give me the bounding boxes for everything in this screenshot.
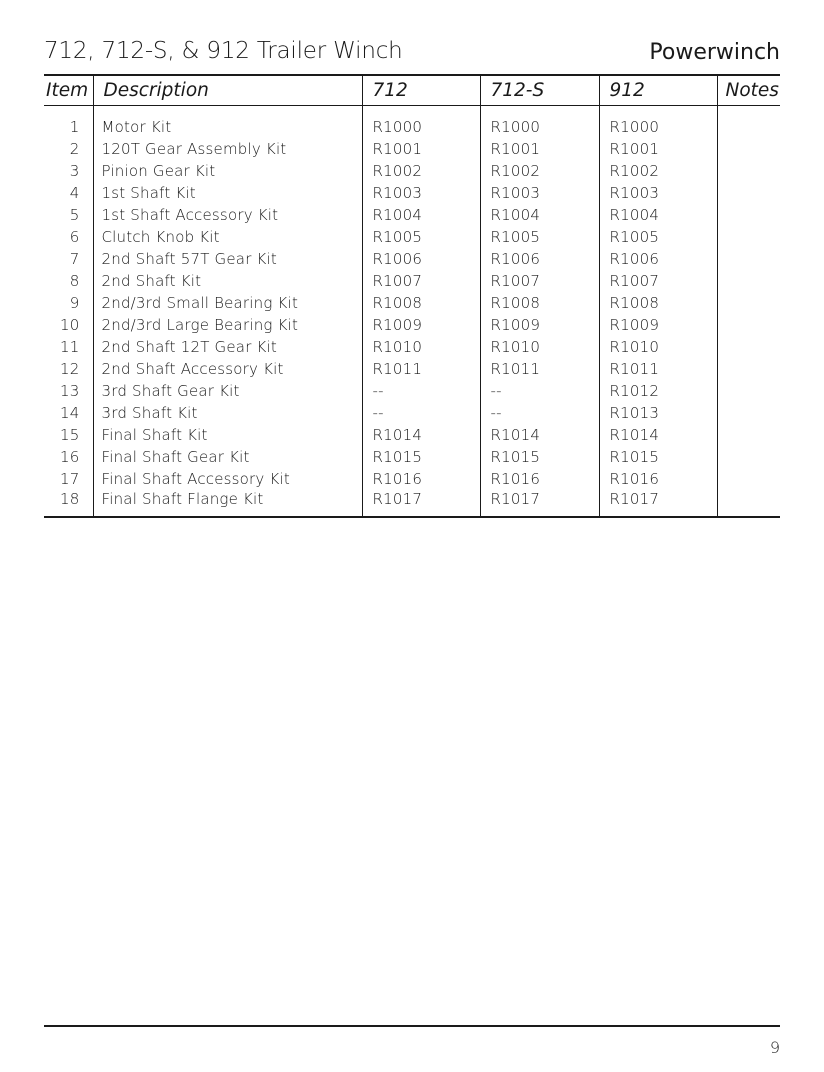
cell-notes <box>717 138 780 160</box>
cell-712: R1007 <box>362 270 480 292</box>
cell-description: Clutch Knob Kit <box>93 226 362 248</box>
table-row <box>44 182 780 204</box>
cell-712: R1015 <box>362 446 480 468</box>
table-row <box>44 446 780 468</box>
table-row <box>44 490 780 516</box>
cell-item: 3 <box>69 162 80 180</box>
table-row <box>44 336 780 358</box>
cell-description: 2nd/3rd Large Bearing Kit <box>93 314 362 336</box>
cell-712: R1011 <box>362 358 480 380</box>
cell-912: R1003 <box>599 182 717 204</box>
cell-notes <box>717 116 780 138</box>
cell-description: Motor Kit <box>93 116 362 138</box>
cell-item: 18 <box>60 490 80 508</box>
column-header-item: Item <box>44 76 93 106</box>
cell-item: 13 <box>60 382 80 400</box>
cell-712-s: R1007 <box>480 270 599 292</box>
cell-description: Final Shaft Accessory Kit <box>93 468 362 490</box>
table-row <box>44 314 780 336</box>
table-row <box>44 138 780 160</box>
cell-912: R1005 <box>599 226 717 248</box>
table-row <box>44 226 780 248</box>
cell-item: 12 <box>60 360 80 378</box>
cell-712-s: R1016 <box>480 468 599 490</box>
cell-712-s: R1015 <box>480 446 599 468</box>
cell-notes <box>717 446 780 468</box>
cell-notes <box>717 358 780 380</box>
cell-notes <box>717 270 780 292</box>
cell-item: 17 <box>60 470 80 488</box>
cell-712-s: -- <box>480 402 599 424</box>
brand-name: Powerwinch <box>649 40 780 65</box>
cell-912: R1004 <box>599 204 717 226</box>
cell-item: 4 <box>69 184 80 202</box>
cell-description: 1st Shaft Accessory Kit <box>93 204 362 226</box>
cell-712: R1003 <box>362 182 480 204</box>
cell-description: 3rd Shaft Gear Kit <box>93 380 362 402</box>
cell-description: 3rd Shaft Kit <box>93 402 362 424</box>
cell-item: 6 <box>69 228 80 246</box>
parts-table <box>44 76 780 516</box>
table-row <box>44 468 780 490</box>
cell-912: R1011 <box>599 358 717 380</box>
parts-table-container <box>44 76 780 518</box>
cell-item: 14 <box>60 404 80 422</box>
cell-notes <box>717 292 780 314</box>
cell-712-s: R1005 <box>480 226 599 248</box>
cell-912: R1012 <box>599 380 717 402</box>
cell-912: R1010 <box>599 336 717 358</box>
cell-item: 11 <box>60 338 80 356</box>
cell-712: R1000 <box>362 116 480 138</box>
cell-712-s: R1006 <box>480 248 599 270</box>
page-header <box>44 38 780 74</box>
cell-item: 5 <box>69 206 80 224</box>
column-header-912: 912 <box>599 76 717 106</box>
cell-712: R1014 <box>362 424 480 446</box>
cell-712-s: R1008 <box>480 292 599 314</box>
cell-712-s: R1010 <box>480 336 599 358</box>
cell-item: 2 <box>69 140 80 158</box>
cell-description: 2nd/3rd Small Bearing Kit <box>93 292 362 314</box>
cell-notes <box>717 314 780 336</box>
cell-912: R1001 <box>599 138 717 160</box>
table-row <box>44 292 780 314</box>
table-spacer-row <box>44 106 780 117</box>
cell-712: -- <box>362 402 480 424</box>
page-number: 9 <box>769 1038 780 1057</box>
table-row <box>44 358 780 380</box>
cell-712: R1008 <box>362 292 480 314</box>
cell-description: 2nd Shaft Accessory Kit <box>93 358 362 380</box>
cell-712-s: R1011 <box>480 358 599 380</box>
document-title: 712, 712-S, & 912 Trailer Winch <box>44 38 403 64</box>
cell-description: 2nd Shaft Kit <box>93 270 362 292</box>
cell-912: R1002 <box>599 160 717 182</box>
cell-notes <box>717 424 780 446</box>
table-row <box>44 204 780 226</box>
footer-divider <box>44 1025 780 1027</box>
cell-notes <box>717 182 780 204</box>
cell-712: R1017 <box>362 490 480 516</box>
cell-712-s: R1000 <box>480 116 599 138</box>
cell-912: R1015 <box>599 446 717 468</box>
cell-description: 2nd Shaft 57T Gear Kit <box>93 248 362 270</box>
cell-712: R1009 <box>362 314 480 336</box>
cell-item: 10 <box>60 316 80 334</box>
cell-item: 8 <box>69 272 80 290</box>
cell-712-s: -- <box>480 380 599 402</box>
cell-712-s: R1003 <box>480 182 599 204</box>
column-header-712-s: 712-S <box>480 76 599 106</box>
cell-notes <box>717 226 780 248</box>
table-row <box>44 424 780 446</box>
cell-description: 120T Gear Assembly Kit <box>93 138 362 160</box>
cell-notes <box>717 160 780 182</box>
cell-712-s: R1017 <box>480 490 599 516</box>
cell-712: R1004 <box>362 204 480 226</box>
cell-712: R1001 <box>362 138 480 160</box>
cell-description: Final Shaft Flange Kit <box>93 490 362 516</box>
cell-712: -- <box>362 380 480 402</box>
column-header-712: 712 <box>362 76 480 106</box>
cell-712: R1010 <box>362 336 480 358</box>
cell-712-s: R1014 <box>480 424 599 446</box>
cell-912: R1017 <box>599 490 717 516</box>
cell-712-s: R1009 <box>480 314 599 336</box>
cell-712: R1016 <box>362 468 480 490</box>
table-row <box>44 270 780 292</box>
cell-notes <box>717 204 780 226</box>
cell-912: R1009 <box>599 314 717 336</box>
cell-912: R1006 <box>599 248 717 270</box>
cell-712-s: R1004 <box>480 204 599 226</box>
cell-item: 1 <box>69 118 80 136</box>
table-bottom-divider <box>44 516 780 518</box>
cell-notes <box>717 468 780 490</box>
cell-912: R1000 <box>599 116 717 138</box>
cell-notes <box>717 380 780 402</box>
column-header-description: Description <box>93 76 362 106</box>
cell-912: R1016 <box>599 468 717 490</box>
cell-description: Final Shaft Gear Kit <box>93 446 362 468</box>
table-header-row <box>44 76 780 106</box>
cell-912: R1014 <box>599 424 717 446</box>
cell-item: 16 <box>60 448 80 466</box>
table-row <box>44 160 780 182</box>
table-row <box>44 380 780 402</box>
cell-912: R1008 <box>599 292 717 314</box>
cell-description: 2nd Shaft 12T Gear Kit <box>93 336 362 358</box>
cell-description: Pinion Gear Kit <box>93 160 362 182</box>
cell-712: R1005 <box>362 226 480 248</box>
cell-notes <box>717 248 780 270</box>
cell-item: 15 <box>60 426 80 444</box>
cell-notes <box>717 402 780 424</box>
cell-notes <box>717 336 780 358</box>
cell-description: Final Shaft Kit <box>93 424 362 446</box>
cell-item: 7 <box>69 250 80 268</box>
cell-912: R1007 <box>599 270 717 292</box>
cell-712: R1002 <box>362 160 480 182</box>
table-row <box>44 402 780 424</box>
cell-712: R1006 <box>362 248 480 270</box>
column-header-notes: Notes <box>717 76 780 106</box>
table-body <box>44 106 780 517</box>
table-row <box>44 116 780 138</box>
cell-notes <box>717 490 780 516</box>
table-row <box>44 248 780 270</box>
cell-description: 1st Shaft Kit <box>93 182 362 204</box>
cell-item: 9 <box>69 294 80 312</box>
cell-712-s: R1002 <box>480 160 599 182</box>
cell-712-s: R1001 <box>480 138 599 160</box>
cell-912: R1013 <box>599 402 717 424</box>
